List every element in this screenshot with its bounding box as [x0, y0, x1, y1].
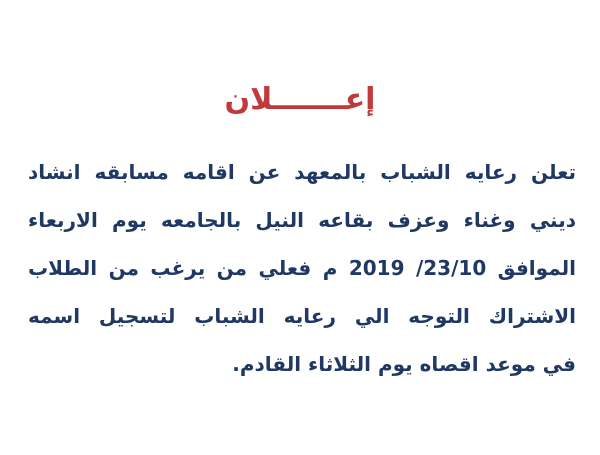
announcement-line: تعلن رعايه الشباب بالمعهد عن اقامه مسابقه انشاد [28, 160, 576, 184]
announcement-body [28, 148, 576, 388]
announcement-line: الموافق 23/10/ 2019 م فعلي من يرغب من الطلاب [28, 256, 576, 280]
announcement-line: الاشتراك التوجه الي رعايه الشباب لتسجيل اسمه [28, 304, 576, 328]
announcement-line: ديني وغناء وعزف بقاعه النيل بالجامعه يوم الاربعاء [28, 208, 576, 232]
announcement-line: في موعد اقصاه يوم الثلاثاء القادم. [232, 352, 576, 376]
announcement-title: إعـــــــلان [224, 82, 376, 117]
